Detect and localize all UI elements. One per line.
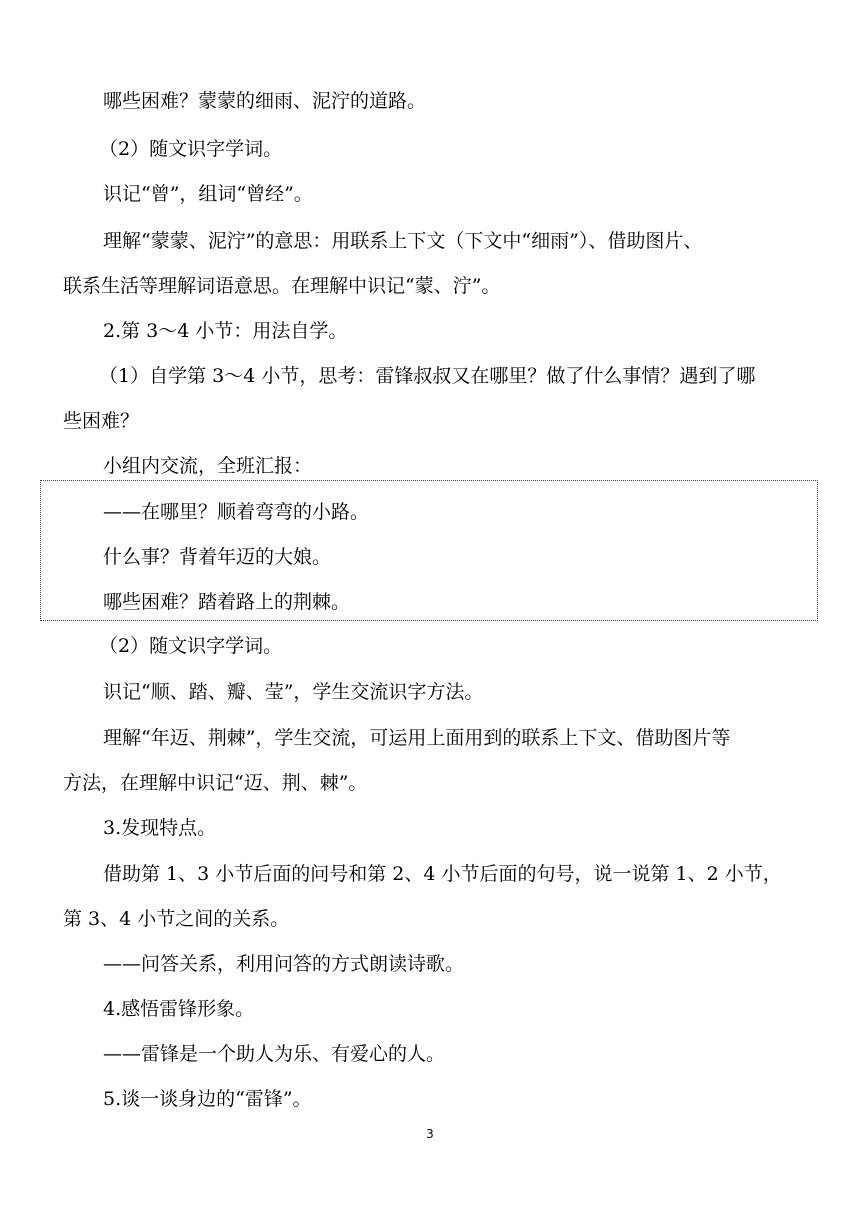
text-line: 小组内交流，全班汇报： — [103, 455, 313, 477]
text-line: 方法，在理解中识记“迈、荆、棘”。 — [63, 772, 368, 794]
page-number: 3 — [426, 1127, 434, 1141]
text-line: （1）自学第 3～4 小节，思考：雷锋叔叔又在哪里？做了什么事情？遇到了哪 — [99, 365, 756, 387]
box-line: ——在哪里？顺着弯弯的小路。 — [103, 501, 370, 523]
text-line: 识记“顺、踏、瓣、莹”，学生交流识字方法。 — [103, 681, 484, 703]
text-line: 哪些困难？蒙蒙的细雨、泥泞的道路。 — [103, 90, 427, 112]
text-line: 第 3、4 小节之间的关系。 — [63, 908, 290, 930]
text-line: 3.发现特点。 — [103, 817, 217, 839]
text-line: 4.感悟雷锋形象。 — [103, 998, 255, 1020]
text-line: （2）随文识字学词。 — [99, 138, 283, 160]
text-line: 5.谈一谈身边的“雷锋”。 — [103, 1088, 312, 1110]
text-line: ——问答关系，利用问答的方式朗读诗歌。 — [103, 953, 465, 975]
text-line: 2.第 3～4 小节：用法自学。 — [103, 320, 348, 342]
text-line: 理解“年迈、荆棘”，学生交流，可运用上面用到的联系上下文、借助图片等 — [103, 727, 731, 749]
text-line: （2）随文识字学词。 — [99, 635, 283, 657]
text-line: 借助第 1、3 小节后面的问号和第 2、4 小节后面的句号，说一说第 1、2 小节， — [103, 863, 782, 885]
text-line: 识记“曾”，组词“曾经”。 — [103, 183, 313, 205]
text-line: 联系生活等理解词语意思。在理解中识记“蒙、泞”。 — [63, 275, 501, 297]
text-line: 些困难？ — [63, 410, 140, 432]
text-line: 理解“蒙蒙、泥泞”的意思：用联系上下文（下文中“细雨”）、借助图片、 — [103, 230, 703, 252]
text-line: ——雷锋是一个助人为乐、有爱心的人。 — [103, 1043, 446, 1065]
box-line: 哪些困难？踏着路上的荆棘。 — [103, 591, 351, 613]
box-line: 什么事？背着年迈的大娘。 — [103, 546, 332, 568]
